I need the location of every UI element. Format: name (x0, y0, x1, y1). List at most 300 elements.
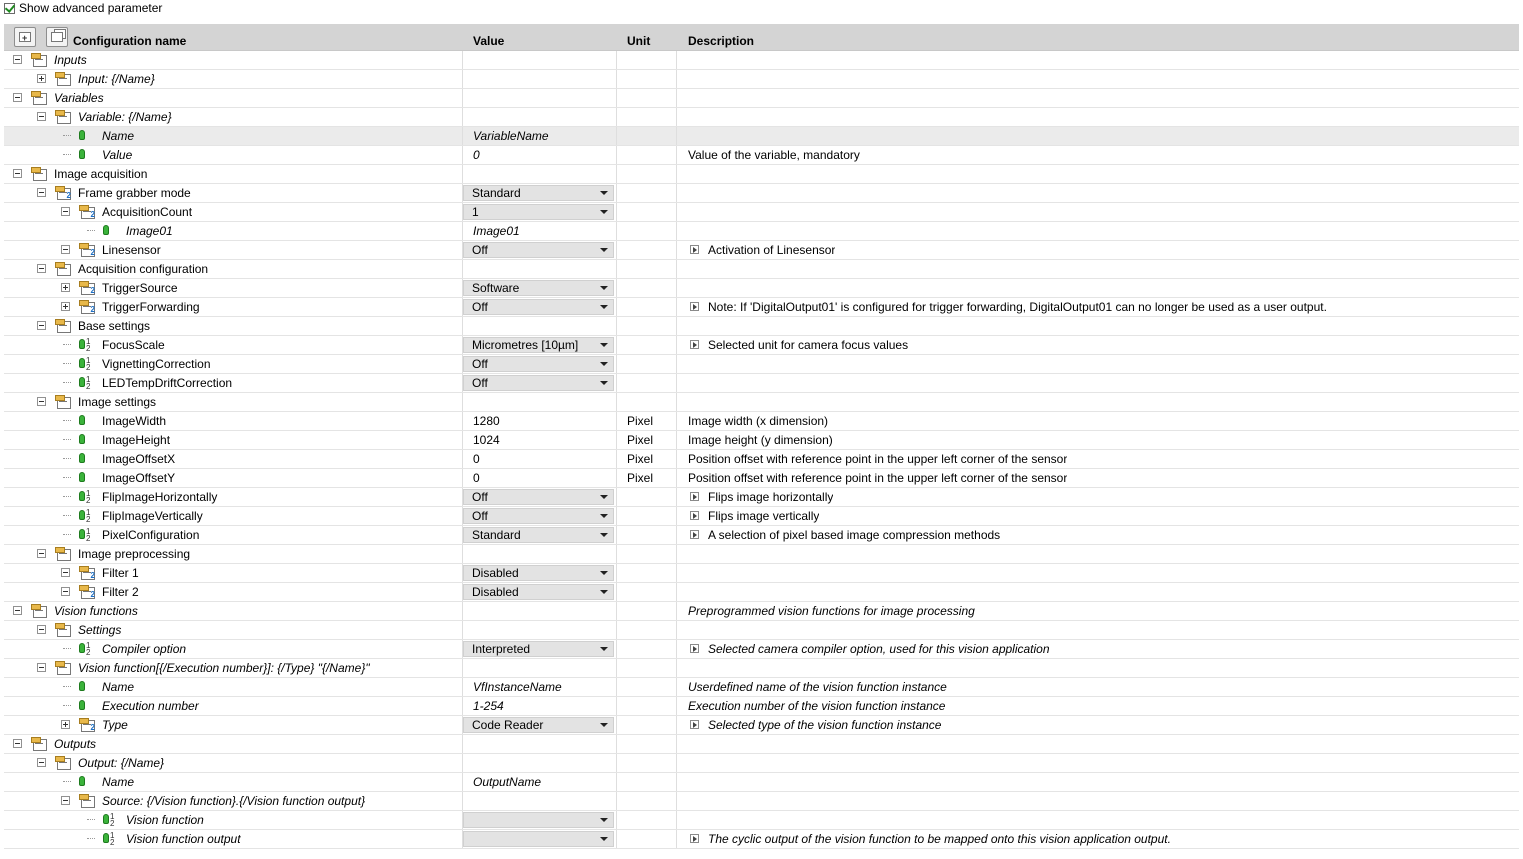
value-dropdown[interactable] (463, 337, 614, 353)
column-divider (676, 583, 677, 601)
configuration-name: Vision function (126, 813, 204, 827)
show-advanced-toggle[interactable] (4, 0, 162, 16)
value-dropdown[interactable] (463, 185, 614, 201)
column-divider (616, 51, 617, 69)
column-divider (676, 564, 677, 582)
column-divider (676, 431, 677, 449)
tree-row[interactable] (4, 89, 1519, 108)
configuration-name: VignettingCorrection (102, 357, 211, 371)
value-field[interactable]: OutputName (473, 775, 542, 789)
column-divider (616, 678, 617, 696)
column-divider (462, 393, 463, 411)
tree-row[interactable] (4, 127, 1519, 146)
value-field[interactable]: 1024 (473, 433, 500, 447)
configuration-name: Image acquisition (54, 167, 148, 181)
unit-label: Pixel (627, 433, 654, 447)
column-divider (616, 545, 617, 563)
expand-toggle-icon[interactable] (61, 302, 70, 311)
column-divider (676, 450, 677, 468)
column-divider (462, 469, 463, 487)
column-divider (676, 811, 677, 829)
column-divider (616, 70, 617, 88)
column-divider (462, 678, 463, 696)
collapse-toggle-icon[interactable] (37, 321, 46, 330)
column-divider (676, 678, 677, 696)
tree-row[interactable] (4, 298, 1519, 317)
value-dropdown[interactable] (463, 375, 614, 391)
column-divider (616, 355, 617, 373)
collapse-toggle-icon[interactable] (61, 796, 70, 805)
tree-line (63, 439, 71, 440)
collapse-toggle-icon[interactable] (37, 758, 46, 767)
configuration-name: Filter 2 (102, 585, 139, 599)
column-divider (676, 127, 677, 145)
tree-line (63, 458, 71, 459)
column-divider (676, 830, 677, 848)
value-dropdown[interactable] (463, 280, 614, 296)
column-divider (462, 735, 463, 753)
parameter-group-icon (54, 109, 71, 124)
dropdown-selected-value: Standard (472, 186, 521, 200)
description-text: Value of the variable, mandatory (688, 148, 860, 162)
tree-row[interactable] (4, 811, 1519, 830)
column-divider (676, 697, 677, 715)
column-divider (462, 317, 463, 335)
collapse-toggle-icon[interactable] (13, 55, 22, 64)
tree-row[interactable] (4, 374, 1519, 393)
enum-parameter-icon: 1 2 (78, 377, 92, 391)
configuration-name: Execution number (102, 699, 199, 713)
unit-label: Pixel (627, 452, 654, 466)
tree-row[interactable] (4, 146, 1519, 165)
parameter-icon (102, 225, 116, 239)
tree-row[interactable] (4, 830, 1519, 849)
collapse-toggle-icon[interactable] (37, 625, 46, 634)
description-expand-icon[interactable] (690, 644, 699, 653)
tree-row[interactable] (4, 640, 1519, 659)
column-divider (676, 260, 677, 278)
dropdown-selected-value: Software (472, 281, 520, 295)
collapse-toggle-icon[interactable] (13, 93, 22, 102)
tree-row[interactable] (4, 108, 1519, 127)
tree-row[interactable] (4, 70, 1519, 89)
tree-line (63, 515, 71, 516)
column-divider (462, 602, 463, 620)
tree-line (63, 344, 71, 345)
tree-row[interactable] (4, 203, 1519, 222)
collapse-toggle-icon[interactable] (61, 245, 70, 254)
dropdown-selected-value: Off (472, 357, 488, 371)
column-divider (676, 203, 677, 221)
column-divider (462, 51, 463, 69)
column-divider (676, 640, 677, 658)
tree-row[interactable] (4, 526, 1519, 545)
value-dropdown[interactable] (463, 242, 614, 258)
description-text: A selection of pixel based image compression methods (708, 528, 1001, 542)
unit-label: Pixel (627, 471, 654, 485)
configuration-name: Name (102, 129, 135, 143)
column-header-value[interactable]: Value (473, 34, 505, 48)
configuration-name: Image preprocessing (78, 547, 191, 561)
column-divider (676, 393, 677, 411)
tree-row[interactable] (4, 241, 1519, 260)
dropdown-selected-value: Code Reader (472, 718, 544, 732)
value-dropdown[interactable] (463, 527, 614, 543)
configuration-name: LEDTempDriftCorrection (102, 376, 233, 390)
parameter-icon (78, 149, 92, 163)
tree-row[interactable] (4, 545, 1519, 564)
description-text: Flips image horizontally (708, 490, 834, 504)
parameter-group-icon (54, 394, 71, 409)
tree-row[interactable] (4, 469, 1519, 488)
column-divider (616, 469, 617, 487)
value-dropdown[interactable] (463, 299, 614, 315)
tree-row[interactable] (4, 488, 1519, 507)
collapse-toggle-icon[interactable] (61, 207, 70, 216)
tree-row[interactable] (4, 507, 1519, 526)
tree-line (63, 420, 71, 421)
value-dropdown[interactable] (463, 831, 614, 847)
description-text: Userdefined name of the vision function instance (688, 680, 947, 694)
column-header-description[interactable]: Description (688, 34, 755, 48)
tree-row[interactable] (4, 564, 1519, 583)
tree-row[interactable] (4, 583, 1519, 602)
column-divider (616, 260, 617, 278)
column-divider (616, 165, 617, 183)
parameter-group-icon (54, 318, 71, 333)
enum-parameter-icon: 1 2 (102, 814, 116, 828)
value-dropdown[interactable] (463, 717, 614, 733)
tree-row[interactable] (4, 450, 1519, 469)
column-divider (676, 184, 677, 202)
tree-row[interactable] (4, 716, 1519, 735)
value-field[interactable]: 0 (473, 471, 480, 485)
enum-parameter-icon: 1 2 (102, 833, 116, 847)
collapse-toggle-icon[interactable] (37, 188, 46, 197)
tree-line (63, 496, 71, 497)
configuration-name: Settings (78, 623, 122, 637)
column-divider (462, 108, 463, 126)
column-divider (462, 792, 463, 810)
configuration-name: Acquisition configuration (78, 262, 209, 276)
column-divider (616, 830, 617, 848)
column-divider (616, 602, 617, 620)
description-text: Image width (x dimension) (688, 414, 829, 428)
parameter-icon (78, 776, 92, 790)
description-expand-icon[interactable] (690, 834, 699, 843)
tree-row[interactable] (4, 165, 1519, 184)
column-divider (462, 450, 463, 468)
value-field[interactable]: Image01 (473, 224, 520, 238)
column-header-name[interactable]: Configuration name (73, 34, 187, 48)
column-divider (616, 431, 617, 449)
tree-row[interactable] (4, 279, 1519, 298)
dropdown-selected-value: Interpreted (472, 642, 531, 656)
collapse-toggle-icon[interactable] (37, 549, 46, 558)
configuration-name: Filter 1 (102, 566, 139, 580)
enum-parameter-icon: 1 2 (78, 358, 92, 372)
description-expand-icon[interactable] (690, 302, 699, 311)
configuration-name: Variable: {/Name} (78, 110, 172, 124)
description-expand-icon[interactable] (690, 511, 699, 520)
configuration-name: Input: {/Name} (78, 72, 155, 86)
parameter-group-select-icon: 2 (78, 299, 95, 314)
configuration-name: Source: {/Vision function}.{/Vision function output} (102, 794, 366, 808)
column-divider (462, 70, 463, 88)
column-divider (676, 70, 677, 88)
configuration-name: Linesensor (102, 243, 161, 257)
column-divider (616, 184, 617, 202)
configuration-name: Base settings (78, 319, 151, 333)
configuration-name: Inputs (54, 53, 87, 67)
tree-row[interactable] (4, 773, 1519, 792)
description-expand-icon[interactable] (690, 245, 699, 254)
tree-row[interactable] (4, 659, 1519, 678)
value-dropdown[interactable] (463, 565, 614, 581)
parameter-group-icon (30, 736, 47, 751)
enum-parameter-icon: 1 2 (78, 491, 92, 505)
parameter-icon (78, 453, 92, 467)
column-divider (616, 412, 617, 430)
parameter-group-select-icon: 2 (78, 204, 95, 219)
dropdown-selected-value: Micrometres [10µm] (472, 338, 579, 352)
parameter-icon (78, 700, 92, 714)
grid-header (4, 24, 1519, 51)
value-field[interactable]: 0 (473, 148, 480, 162)
configuration-name: Compiler option (102, 642, 187, 656)
dropdown-selected-value: Off (472, 300, 488, 314)
column-divider (676, 754, 677, 772)
configuration-name: Image01 (126, 224, 173, 238)
column-divider (462, 89, 463, 107)
collapse-toggle-icon[interactable] (37, 663, 46, 672)
column-divider (616, 754, 617, 772)
tree-row[interactable] (4, 754, 1519, 773)
description-expand-icon[interactable] (690, 340, 699, 349)
tree-row[interactable] (4, 678, 1519, 697)
value-field[interactable]: VfInstanceName (473, 680, 562, 694)
description-text: Position offset with reference point in the upper left corner of the sensor (688, 452, 1068, 466)
parameter-group-icon (54, 546, 71, 561)
column-divider (676, 317, 677, 335)
description-expand-icon[interactable] (690, 492, 699, 501)
expand-toggle-icon[interactable] (37, 74, 46, 83)
tree-row[interactable] (4, 317, 1519, 336)
tree-row[interactable] (4, 602, 1519, 621)
parameter-icon (78, 472, 92, 486)
column-divider (676, 716, 677, 734)
column-divider (676, 792, 677, 810)
value-field[interactable]: 1-254 (473, 699, 504, 713)
value-dropdown[interactable] (463, 489, 614, 505)
parameter-group-icon (30, 603, 47, 618)
collapse-toggle-icon[interactable] (37, 397, 46, 406)
expand-all-button[interactable]: + (14, 27, 36, 47)
column-divider (616, 735, 617, 753)
column-divider (616, 773, 617, 791)
column-divider (616, 488, 617, 506)
column-divider (462, 754, 463, 772)
column-divider (616, 507, 617, 525)
dropdown-selected-value: 1 (472, 205, 479, 219)
configuration-name: ImageHeight (102, 433, 171, 447)
description-text: Selected camera compiler option, used for this vision application (708, 642, 1050, 656)
enum-parameter-icon: 1 2 (78, 339, 92, 353)
tree-line (63, 477, 71, 478)
unit-label: Pixel (627, 414, 654, 428)
parameter-group-icon (54, 71, 71, 86)
tree-row[interactable] (4, 697, 1519, 716)
column-divider (616, 659, 617, 677)
tree-line (63, 363, 71, 364)
column-divider (616, 450, 617, 468)
collapse-toggle-icon[interactable] (13, 739, 22, 748)
collapse-toggle-icon[interactable] (37, 264, 46, 273)
value-field[interactable]: VariableName (473, 129, 549, 143)
column-divider (616, 127, 617, 145)
tree-row[interactable] (4, 735, 1519, 754)
enum-parameter-icon: 1 2 (78, 529, 92, 543)
configuration-name: Vision function output (126, 832, 241, 846)
expand-toggle-icon[interactable] (61, 283, 70, 292)
value-dropdown[interactable] (463, 356, 614, 372)
column-divider (616, 526, 617, 544)
parameter-group-icon (54, 660, 71, 675)
tree-row[interactable] (4, 412, 1519, 431)
column-divider (462, 222, 463, 240)
value-dropdown[interactable] (463, 204, 614, 220)
parameter-icon (78, 130, 92, 144)
parameter-group-select-icon: 2 (78, 717, 95, 732)
parameter-group-select-icon: 2 (78, 565, 95, 580)
column-divider (616, 222, 617, 240)
collapse-toggle-icon[interactable] (61, 587, 70, 596)
parameter-group-select-icon: 2 (78, 242, 95, 257)
column-divider (616, 811, 617, 829)
column-divider (676, 735, 677, 753)
description-text: Position offset with reference point in the upper left corner of the sensor (688, 471, 1068, 485)
column-divider (616, 298, 617, 316)
description-expand-icon[interactable] (690, 530, 699, 539)
tree-line (87, 838, 95, 839)
collapse-all-button[interactable] (46, 27, 68, 47)
expand-toggle-icon[interactable] (61, 720, 70, 729)
parameter-group-select-icon: 2 (54, 185, 71, 200)
tree-row[interactable] (4, 792, 1519, 811)
description-text: Preprogrammed vision functions for image processing (688, 604, 975, 618)
tree-row[interactable] (4, 621, 1519, 640)
tree-row[interactable] (4, 184, 1519, 203)
collapse-toggle-icon[interactable] (13, 169, 22, 178)
parameter-group-icon (54, 755, 71, 770)
description-text: Image height (y dimension) (688, 433, 833, 447)
configuration-name: Vision functions (54, 604, 138, 618)
show-advanced-label: Show advanced parameter (19, 1, 163, 15)
grid-body (4, 51, 1519, 849)
column-divider (616, 621, 617, 639)
collapse-toggle-icon[interactable] (13, 606, 22, 615)
value-dropdown[interactable] (463, 641, 614, 657)
collapse-toggle-icon[interactable] (61, 568, 70, 577)
column-divider (616, 146, 617, 164)
configuration-name: ImageWidth (102, 414, 167, 428)
column-divider (462, 412, 463, 430)
tree-line (63, 686, 71, 687)
tree-line (63, 382, 71, 383)
column-divider (462, 260, 463, 278)
value-dropdown[interactable] (463, 508, 614, 524)
column-divider (676, 526, 677, 544)
description-text: Activation of Linesensor (708, 243, 836, 257)
tree-row[interactable] (4, 431, 1519, 450)
column-divider (676, 51, 677, 69)
description-text: Note: If 'DigitalOutput01' is configured for trigger forwarding, DigitalOutput01 can no longer be used as a user output. (708, 300, 1327, 314)
column-divider (616, 564, 617, 582)
value-field[interactable]: 0 (473, 452, 480, 466)
description-text: Selected unit for camera focus values (708, 338, 909, 352)
column-divider (616, 583, 617, 601)
column-divider (676, 241, 677, 259)
parameter-group-icon (30, 166, 47, 181)
show-advanced-checkbox[interactable] (4, 3, 15, 14)
tree-line (63, 648, 71, 649)
column-divider (462, 545, 463, 563)
tree-row[interactable] (4, 222, 1519, 241)
tree-row[interactable] (4, 355, 1519, 374)
column-divider (616, 203, 617, 221)
configuration-name: FocusScale (102, 338, 165, 352)
column-divider (462, 127, 463, 145)
dropdown-selected-value: Disabled (472, 585, 519, 599)
configuration-name: Value (102, 148, 133, 162)
column-divider (462, 659, 463, 677)
value-dropdown[interactable] (463, 584, 614, 600)
configuration-name: ImageOffsetX (102, 452, 176, 466)
value-dropdown[interactable] (463, 812, 614, 828)
configuration-name: AcquisitionCount (102, 205, 193, 219)
column-divider (616, 393, 617, 411)
configuration-name: Output: {/Name} (78, 756, 165, 770)
collapse-toggle-icon[interactable] (37, 112, 46, 121)
column-divider (676, 89, 677, 107)
parameter-group-icon (30, 52, 47, 67)
column-divider (676, 488, 677, 506)
column-divider (616, 792, 617, 810)
description-text: Flips image vertically (708, 509, 820, 523)
column-divider (676, 374, 677, 392)
tree-line (63, 154, 71, 155)
dropdown-selected-value: Standard (472, 528, 521, 542)
column-divider (676, 355, 677, 373)
parameter-group-icon (78, 793, 95, 808)
column-divider (676, 545, 677, 563)
tree-row[interactable] (4, 51, 1519, 70)
tree-row[interactable] (4, 336, 1519, 355)
configuration-name: Outputs (54, 737, 97, 751)
configuration-name: Name (102, 680, 135, 694)
column-header-unit[interactable]: Unit (627, 34, 651, 48)
configuration-name: Image settings (78, 395, 157, 409)
tree-row[interactable] (4, 260, 1519, 279)
tree-line (63, 781, 71, 782)
column-divider (616, 108, 617, 126)
tree-row[interactable] (4, 393, 1519, 412)
tree-line (63, 534, 71, 535)
value-field[interactable]: 1280 (473, 414, 500, 428)
column-divider (676, 773, 677, 791)
parameter-group-select-icon: 2 (78, 280, 95, 295)
description-expand-icon[interactable] (690, 720, 699, 729)
